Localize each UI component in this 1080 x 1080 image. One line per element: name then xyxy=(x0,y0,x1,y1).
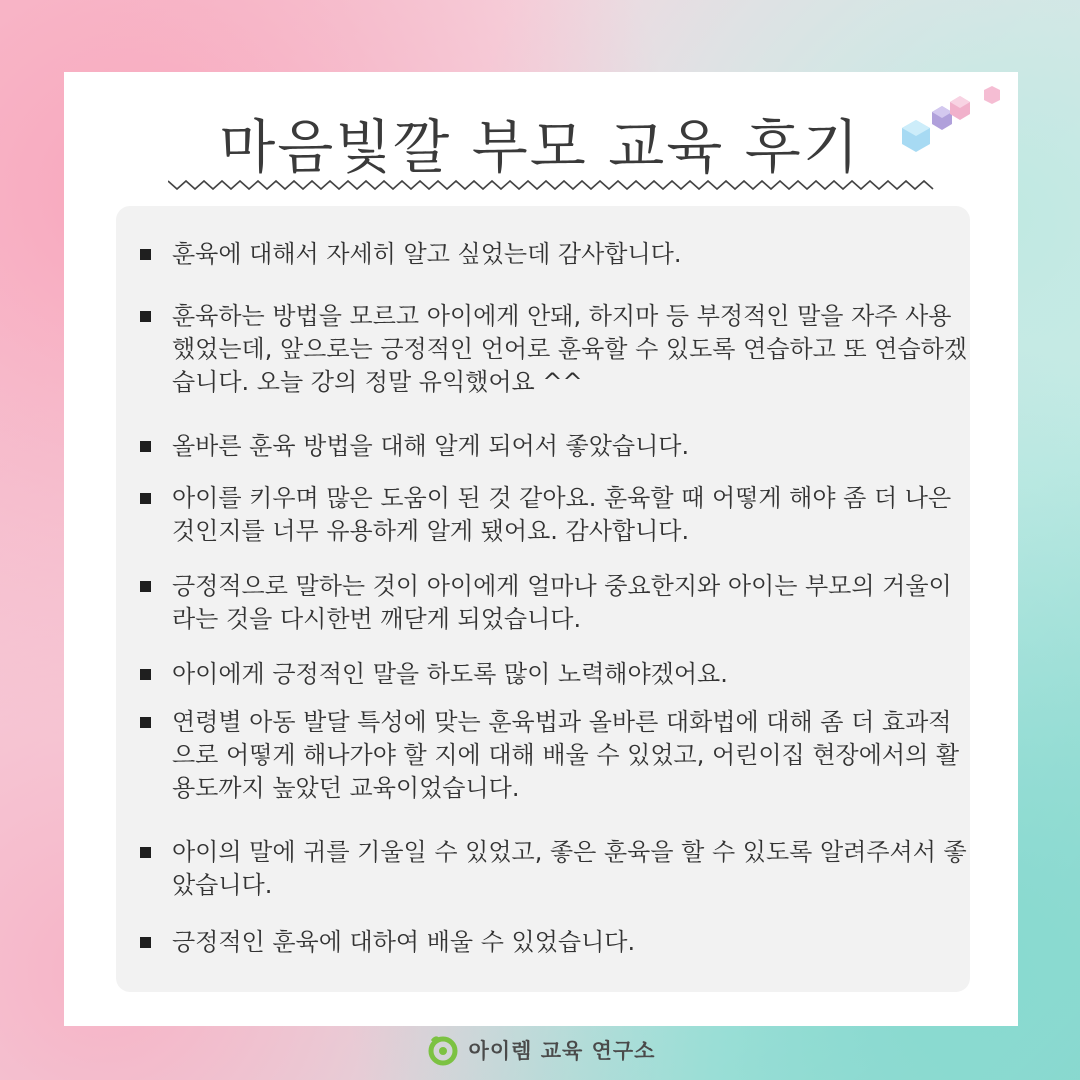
square-bullet-icon xyxy=(140,847,151,858)
square-bullet-icon xyxy=(140,249,151,260)
review-item: 아이에게 긍정적인 말을 하도록 많이 노력해야겠어요. xyxy=(140,658,970,691)
square-bullet-icon xyxy=(140,493,151,504)
footer-brand-name: 아이렘 교육 연구소 xyxy=(468,1039,656,1063)
page-title: 마음빛깔 부모 교육 후기 xyxy=(219,113,861,181)
footer-brand xyxy=(0,1030,1080,1070)
review-item: 연령별 아동 발달 특성에 맞는 훈육법과 올바른 대화법에 대해 좀 더 효과적으로 어떻게 해나가야 할 지에 대해 배울 수 있었고, 어린이집 현장에서의 활용도까지 높았던 교육이었습니다. xyxy=(140,706,970,805)
zigzag-divider xyxy=(168,178,934,192)
review-item: 아이를 키우며 많은 도움이 된 것 같아요. 훈육할 때 어떻게 해야 좀 더 나은것인지를 너무 유용하게 알게 됐어요. 감사합니다. xyxy=(140,482,970,548)
square-bullet-icon xyxy=(140,441,151,452)
review-item: 훈육에 대해서 자세히 알고 싶었는데 감사합니다. xyxy=(140,238,970,271)
review-item: 긍정적으로 말하는 것이 아이에게 얼마나 중요한지와 아이는 부모의 거울이라는 것을 다시한번 깨닫게 되었습니다. xyxy=(140,570,970,636)
review-item: 올바른 훈육 방법을 대해 알게 되어서 좋았습니다. xyxy=(140,430,970,463)
review-item: 긍정적인 훈육에 대하여 배울 수 있었습니다. xyxy=(140,926,970,959)
review-item: 아이의 말에 귀를 기울일 수 있었고, 좋은 훈육을 할 수 있도록 알려주셔서 좋았습니다. xyxy=(140,836,970,902)
square-bullet-icon xyxy=(140,581,151,592)
square-bullet-icon xyxy=(140,717,151,728)
cubes-decoration-icon xyxy=(896,82,1016,162)
square-bullet-icon xyxy=(140,669,151,680)
square-bullet-icon xyxy=(140,311,151,322)
review-item: 훈육하는 방법을 모르고 아이에게 안돼, 하지마 등 부정적인 말을 자주 사용했었는데, 앞으로는 긍정적인 언어로 훈육할 수 있도록 연습하고 또 연습하겠습니다. 오늘 강의 정말 유익했어요 ^^ xyxy=(140,300,970,399)
square-bullet-icon xyxy=(140,937,151,948)
brand-logo-icon xyxy=(425,1032,461,1068)
